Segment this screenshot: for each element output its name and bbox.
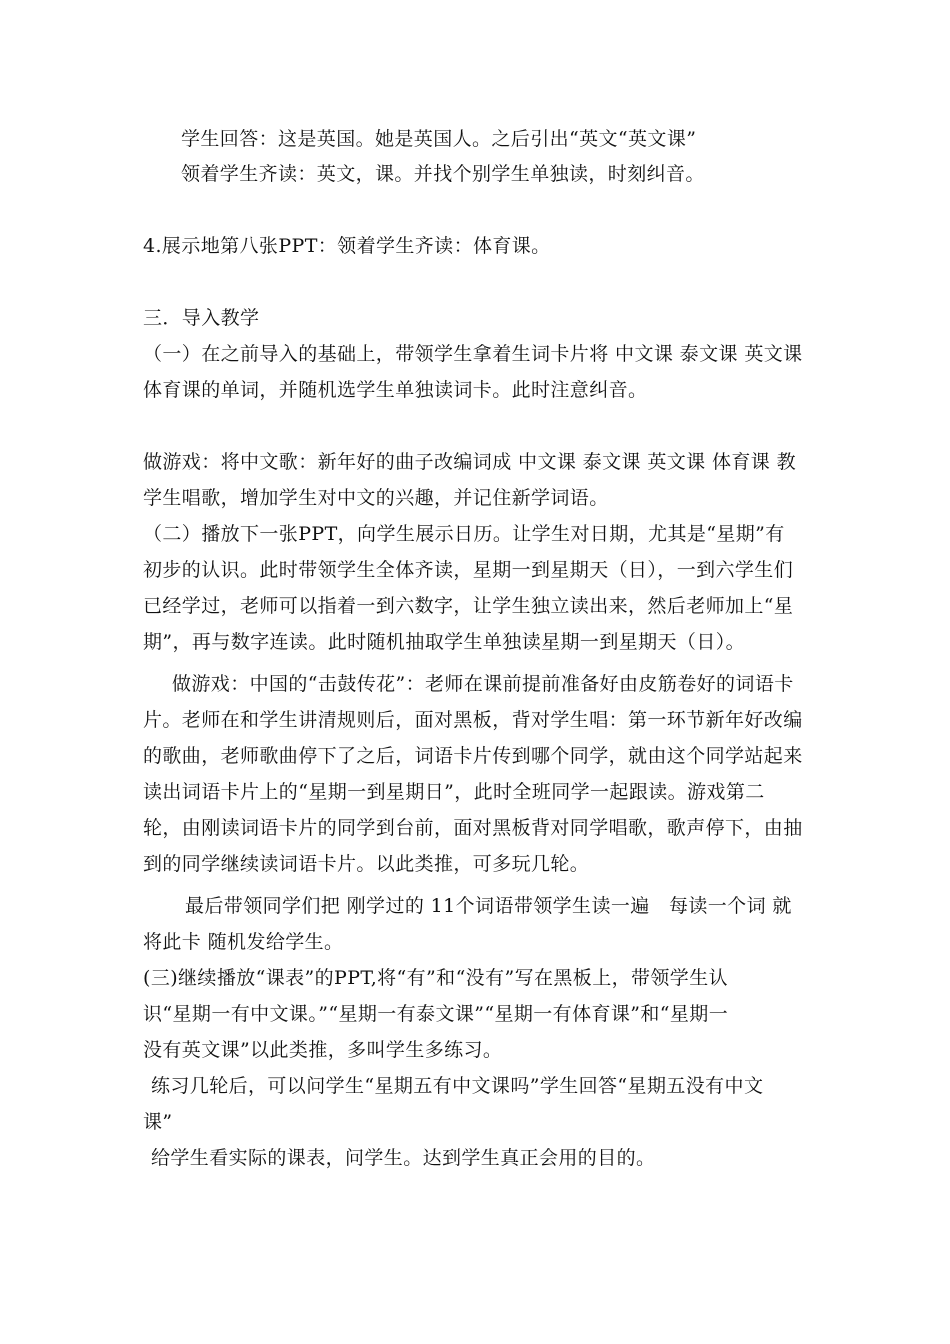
paragraph-line: 最后带领同学们把 刚学过的 11个词语带领学生读一遍 每读一个词 就: [185, 895, 792, 917]
paragraph-line: 没有英文课”以此类推，多叫学生多练习。: [143, 1039, 503, 1061]
paragraph-line: 将此卡 随机发给学生。: [143, 931, 344, 953]
paragraph-line: 已经学过，老师可以指着一到六数字，让学生独立读出来，然后老师加上“星: [143, 595, 794, 617]
paragraph-line: 初步的认识。此时带领学生全体齐读，星期一到星期天（日），一到六学生们: [143, 559, 794, 581]
paragraph-line: 到的同学继续读词语卡片。以此类推，可多玩几轮。: [143, 853, 590, 875]
paragraph-line: 读出词语卡片上的“星期一到星期日”，此时全班同学一起跟读。游戏第二: [143, 781, 765, 803]
paragraph-line: 做游戏：中国的“击鼓传花”：老师在课前提前准备好由皮筋卷好的词语卡: [172, 673, 794, 695]
paragraph-line: 领着学生齐读：英文，课。并找个别学生单独读，时刻纠音。: [181, 163, 705, 185]
paragraph-line: (三)继续播放“课表”的PPT,将“有”和“没有”写在黑板上，带领学生认: [143, 967, 728, 989]
paragraph-line: 片。老师在和学生讲清规则后，面对黑板，背对学生唱：第一环节新年好改编: [143, 709, 803, 731]
paragraph-line: 给学生看实际的课表，问学生。达到学生真正会用的目的。: [151, 1147, 656, 1169]
section-heading: 三．导入教学: [143, 307, 260, 329]
paragraph-line: 练习几轮后，可以问学生“星期五有中文课吗”学生回答“星期五没有中文: [151, 1075, 764, 1097]
paragraph-line: 做游戏：将中文歌：新年好的曲子改编词成 中文课 泰文课 英文课 体育课 教: [143, 451, 796, 473]
paragraph-line: 的歌曲，老师歌曲停下了之后，词语卡片传到哪个同学，就由这个同学站起来: [143, 745, 803, 767]
paragraph-line: 课”: [143, 1111, 173, 1133]
paragraph-line: 学生唱歌，增加学生对中文的兴趣，并记住新学词语。: [143, 487, 609, 509]
paragraph-line: （二）播放下一张PPT，向学生展示日历。让学生对日期，尤其是“星期”有: [143, 523, 785, 545]
paragraph-line: （一）在之前导入的基础上，带领学生拿着生词卡片将 中文课 泰文课 英文课: [143, 343, 803, 365]
paragraph-line: 轮，由刚读词语卡片的同学到台前，面对黑板背对同学唱歌，歌声停下，由抽: [143, 817, 803, 839]
paragraph-line: 学生回答：这是英国。她是英国人。之后引出“英文“英文课”: [181, 128, 697, 150]
paragraph-line: 期”，再与数字连读。此时随机抽取学生单独读星期一到星期天（日）。: [143, 631, 746, 653]
paragraph-line: 4.展示地第八张PPT：领着学生齐读：体育课。: [143, 235, 551, 257]
paragraph-line: 体育课的单词，并随机选学生单独读词卡。此时注意纠音。: [143, 379, 648, 401]
paragraph-line: 识“星期一有中文课。”“星期一有泰文课”“星期一有体育课”和“星期一: [143, 1003, 729, 1025]
